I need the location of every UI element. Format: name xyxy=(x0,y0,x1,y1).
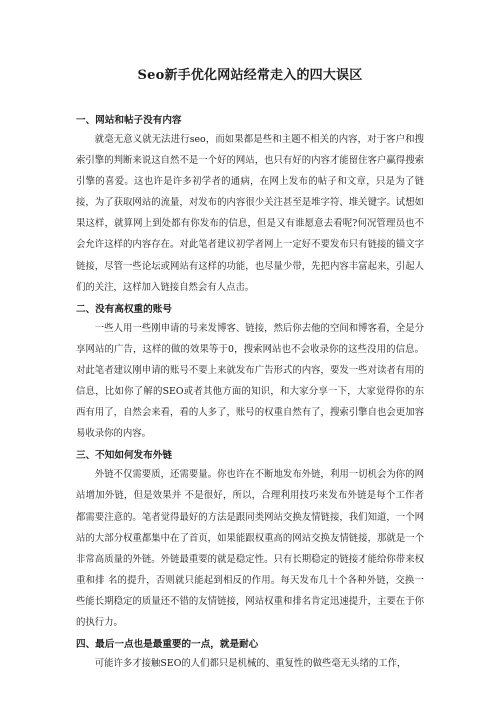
section-heading: 二、没有高权重的账号 xyxy=(76,303,172,315)
section-2 xyxy=(76,301,424,445)
section-1 xyxy=(76,112,424,298)
section-heading: 一、网站和帖子没有内容 xyxy=(76,115,182,126)
section-paragraph: 一些人用一些刚申请的号来发博客、链接，然后你去他的空间和博客看，全是分享网站的广告，这样的做的效果等于0，搜索网站也不会收录你的这些没用的信息。对此笔者建议刚申请的账号不要上来就发布广告形式的内容，要发一些对读者有用的信息，比如你了解的SEO或者其他方面的知识，和大家分享一下，大家觉得你的东西有用了，自然会来看，看的人多了，账号的权重自然有了，搜索引擎自也会更加容易收录你的内容。 xyxy=(76,322,424,440)
document-page xyxy=(76,0,424,674)
section-4 xyxy=(76,636,424,674)
page-title: Seo新手优化网站经常走入的四大误区 xyxy=(137,68,363,83)
section-paragraph: 就毫无意义就无法进行seo，而如果都是些和主题不相关的内容，对于客户和搜索引擎的判断来说这自然不是一个好的网站，也只有好的内容才能留住客户赢得搜索引擎的喜爱。这也许是许多初学者的通病，在网上发布的帖子和文章，只是为了链接，为了获取网站的流量，对发布的内容很少关注甚至是堆字符、堆关键字。试想如果这样，就算网上到处都有你发布的信息，但是又有谁愿意去看呢?何况管理员也不会允许这样的内容存在。对此笔者建议初学者网上一定好不要发布只有链接的锚文字链接，尽管一些论坛或网站有这样的功能，也尽量少带，先把内容丰富起来，引起人们的关注，这样加入链接自然会有人点击。 xyxy=(76,134,424,293)
section-paragraph: 外链不仅需要质，还需要量。你也许在不断地发布外链，利用一切机会为你的网站增加外链，但是效果并 不是很好，所以，合理利用技巧来发布外链是每个工作者都需要注意的。笔者觉得最好的方法是跟同类网站交换友情链接，我们知道，一个网站的大部分权重都集中在了首页，如果能跟权重高的网站交换友情链接，那就是一个非常高质量的外链。外链最重要的就是稳定性。只有长期稳定的链接才能给你带来权重和排 名的提升，否则就只能起到相反的作用。每天发布几十个各种外链，交换一些能长期稳定的质量还不错的友情链接，网站权重和排名肯定迅速提升，主要在于你的执行力。 xyxy=(76,469,424,628)
section-heading: 三、不知如何发布外链 xyxy=(76,450,172,462)
section-3 xyxy=(76,447,424,633)
section-paragraph: 可能许多才接触SEO的人们都只是机械的、重复性的做些毫无头绪的工作， xyxy=(94,658,407,670)
section-heading: 四、最后一点也是最重要的一点，就是耐心 xyxy=(76,639,259,651)
